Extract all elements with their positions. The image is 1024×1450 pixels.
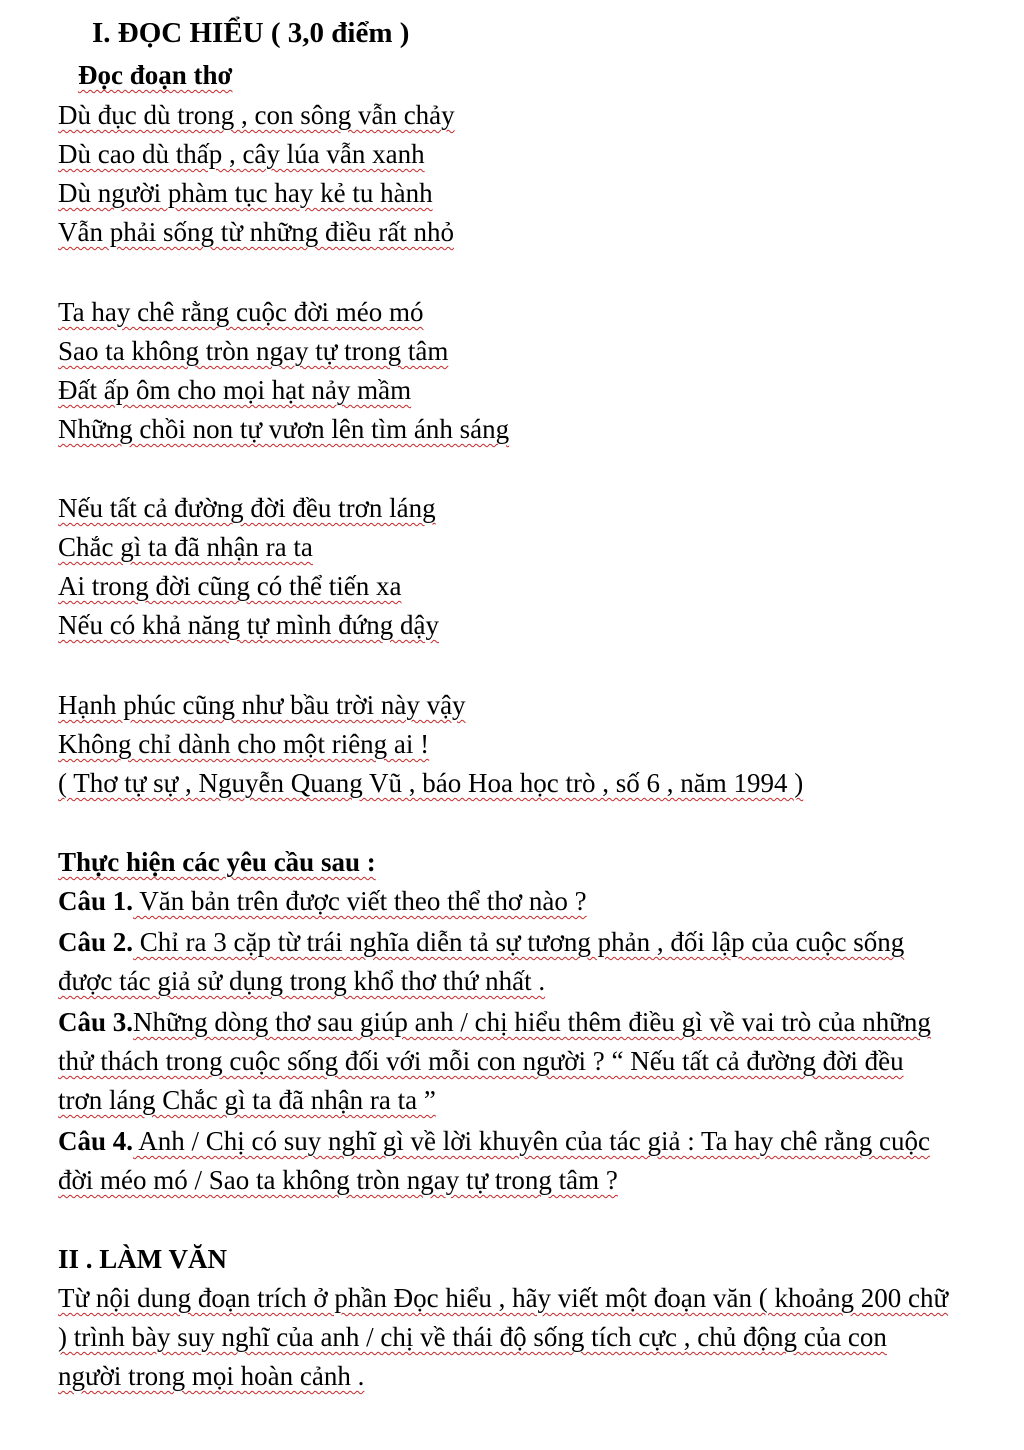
- writing-prompt-text: người trong mọi hoàn cảnh .: [58, 1361, 365, 1391]
- poem-line-text: Vẫn phải sống từ những điều rất nhỏ: [58, 217, 454, 247]
- questions-heading: [58, 845, 376, 879]
- question-3-label: Câu 3.: [58, 1007, 134, 1037]
- question-3-text: Những dòng thơ sau giúp anh / chị hiểu thêm điều gì về vai trò của những: [133, 1007, 931, 1037]
- poem-line: [58, 334, 448, 368]
- question-2-text: được tác giả sử dụng trong khổ thơ thứ nhất .: [58, 966, 546, 996]
- poem-line-text: Sao ta không tròn ngay tự trong tâm: [58, 336, 449, 366]
- question-2-line-1: [58, 925, 904, 959]
- question-1-label: Câu 1.: [58, 886, 134, 916]
- poem-line-text: Dù đục dù trong , con sông vẫn chảy: [58, 100, 455, 130]
- poem-line: [58, 295, 424, 329]
- question-1-text: Văn bản trên được viết theo thể thơ nào ?: [133, 886, 587, 916]
- poem-line: [58, 373, 411, 407]
- question-4-label: Câu 4.: [58, 1126, 134, 1156]
- question-3-line-2: [58, 1044, 904, 1078]
- questions-heading-text: Thực hiện các yêu cầu sau :: [58, 847, 376, 877]
- question-2-label: Câu 2.: [58, 927, 134, 957]
- poem-line-text: Đất ấp ôm cho mọi hạt nảy mầm: [58, 375, 412, 405]
- poem-line: [58, 176, 433, 210]
- poem-line-text: Nếu có khả năng tự mình đứng dậy: [58, 610, 439, 640]
- poem-line-text: Dù người phàm tục hay kẻ tu hành: [58, 178, 433, 208]
- question-3-text: thử thách trong cuộc sống đối với mỗi con người ? “ Nếu tất cả đường đời đều: [58, 1046, 904, 1076]
- poem-line: [58, 688, 466, 722]
- reading-subtitle: [78, 58, 232, 92]
- poem-source: [58, 766, 803, 800]
- poem-line: [58, 530, 313, 564]
- poem-line-text: Hạnh phúc cũng như bầu trời này vậy: [58, 690, 466, 720]
- poem-line-text: Những chồi non tự vươn lên tìm ánh sáng: [58, 414, 510, 444]
- writing-prompt-line-2: [58, 1320, 887, 1354]
- question-2-line-2: [58, 964, 545, 998]
- poem-line: [58, 137, 425, 171]
- question-4-line-2: [58, 1163, 618, 1197]
- question-1: [58, 884, 587, 918]
- question-3-text: trơn láng Chắc gì ta đã nhận ra ta ”: [58, 1085, 436, 1115]
- question-2-text: Chỉ ra 3 cặp từ trái nghĩa diễn tả sự tương phản , đối lập của cuộc sống: [133, 927, 905, 957]
- question-3-line-1: [58, 1005, 931, 1039]
- writing-prompt-text: ) trình bày suy nghĩ của anh / chị về thái độ sống tích cực , chủ động của con: [58, 1322, 887, 1352]
- poem-line-text: Nếu tất cả đường đời đều trơn láng: [58, 493, 436, 523]
- poem-line-text: Ai trong đời cũng có thể tiến xa: [58, 571, 402, 601]
- question-3-line-3: [58, 1083, 436, 1117]
- poem-source-text: ( Thơ tự sự , Nguyễn Quang Vũ , báo Hoa học trò , số 6 , năm 1994 ): [58, 768, 804, 798]
- poem-line: [58, 727, 429, 761]
- poem-line-text: Không chỉ dành cho một riêng ai !: [58, 729, 430, 759]
- poem-line: [58, 98, 455, 132]
- poem-line-text: Dù cao dù thấp , cây lúa vẫn xanh: [58, 139, 425, 169]
- question-4-line-1: [58, 1124, 930, 1158]
- reading-subtitle-text: Đọc đoạn thơ: [78, 60, 233, 90]
- poem-line-text: Ta hay chê rằng cuộc đời méo mó: [58, 297, 424, 327]
- reading-section-title: I. ĐỌC HIỂU ( 3,0 điểm ): [92, 17, 410, 49]
- writing-prompt-text: Từ nội dung đoạn trích ở phần Đọc hiểu , hãy viết một đoạn văn ( khoảng 200 chữ: [58, 1283, 949, 1313]
- poem-line: [58, 215, 454, 249]
- question-4-text: đời méo mó / Sao ta không tròn ngay tự trong tâm ?: [58, 1165, 618, 1195]
- poem-line-text: Chắc gì ta đã nhận ra ta: [58, 532, 313, 562]
- writing-prompt-line-1: [58, 1281, 948, 1315]
- poem-line: [58, 569, 401, 603]
- poem-line: [58, 608, 439, 642]
- poem-line: [58, 412, 509, 446]
- writing-prompt-line-3: [58, 1359, 364, 1393]
- poem-line: [58, 491, 436, 525]
- question-4-text: Anh / Chị có suy nghĩ gì về lời khuyên của tác giả : Ta hay chê rằng cuộc: [133, 1126, 930, 1156]
- writing-section-title: II . LÀM VĂN: [58, 1244, 228, 1274]
